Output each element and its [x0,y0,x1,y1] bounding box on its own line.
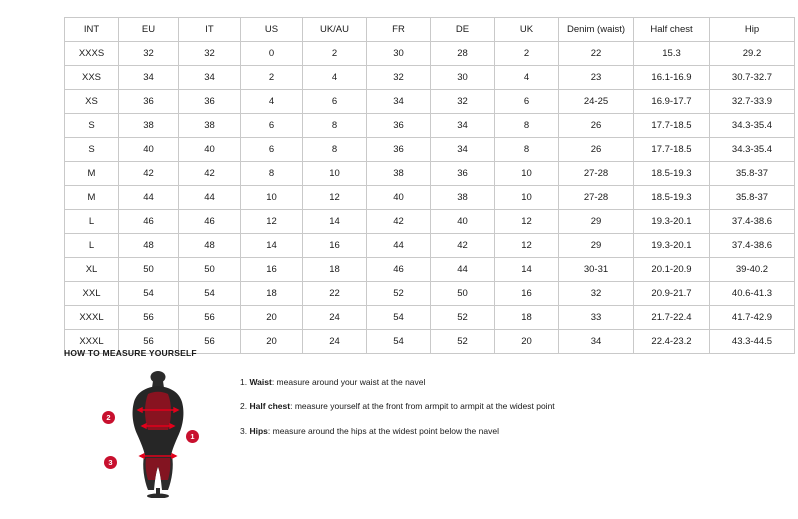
cell-hip: 43.3-44.5 [710,330,795,354]
cell-int: XXXL [65,330,119,354]
column-header: DE [431,18,495,42]
cell-denim: 29 [559,234,634,258]
cell-it: 42 [179,162,241,186]
table-row [65,306,795,330]
cell-de: 52 [431,306,495,330]
cell-denim: 27-28 [559,186,634,210]
cell-ukau: 10 [303,162,367,186]
cell-eu: 42 [119,162,179,186]
cell-denim: 34 [559,330,634,354]
cell-de: 36 [431,162,495,186]
cell-ukau: 4 [303,66,367,90]
cell-eu: 38 [119,114,179,138]
cell-hip: 32.7-33.9 [710,90,795,114]
cell-fr: 54 [367,306,431,330]
cell-halfchest: 19.3-20.1 [634,234,710,258]
cell-denim: 24-25 [559,90,634,114]
cell-it: 48 [179,234,241,258]
cell-halfchest: 16.1-16.9 [634,66,710,90]
cell-int: S [65,138,119,162]
cell-us: 4 [241,90,303,114]
cell-fr: 36 [367,138,431,162]
cell-int: XXXS [65,42,119,66]
cell-halfchest: 17.7-18.5 [634,138,710,162]
instruction-text: : measure yourself at the front from armpit to armpit at the widest point [290,401,555,412]
cell-eu: 48 [119,234,179,258]
cell-int: L [65,234,119,258]
table-row [65,66,795,90]
cell-int: L [65,210,119,234]
cell-eu: 40 [119,138,179,162]
measurement-diagram [102,370,222,500]
cell-eu: 56 [119,330,179,354]
cell-de: 40 [431,210,495,234]
cell-hip: 29.2 [710,42,795,66]
how-to-measure-section [64,348,734,500]
cell-eu: 44 [119,186,179,210]
table-row [65,90,795,114]
table-row [65,162,795,186]
cell-uk: 10 [495,162,559,186]
cell-us: 20 [241,330,303,354]
cell-fr: 36 [367,114,431,138]
cell-us: 8 [241,162,303,186]
cell-ukau: 18 [303,258,367,282]
diagram-badge-half-chest: 2 [102,411,115,424]
cell-denim: 29 [559,210,634,234]
cell-ukau: 8 [303,138,367,162]
cell-eu: 34 [119,66,179,90]
diagram-badge-hips: 3 [104,456,117,469]
cell-us: 10 [241,186,303,210]
cell-de: 30 [431,66,495,90]
cell-us: 6 [241,114,303,138]
cell-de: 52 [431,330,495,354]
cell-ukau: 14 [303,210,367,234]
cell-ukau: 2 [303,42,367,66]
cell-ukau: 24 [303,330,367,354]
cell-halfchest: 17.7-18.5 [634,114,710,138]
instruction-term: Waist [249,377,272,387]
cell-hip: 34.3-35.4 [710,138,795,162]
cell-denim: 23 [559,66,634,90]
cell-denim: 26 [559,114,634,138]
cell-eu: 36 [119,90,179,114]
cell-halfchest: 16.9-17.7 [634,90,710,114]
cell-us: 12 [241,210,303,234]
cell-de: 28 [431,42,495,66]
column-header: EU [119,18,179,42]
diagram-badge-waist: 1 [186,430,199,443]
cell-int: XXXL [65,306,119,330]
size-chart-container [64,17,773,354]
cell-ukau: 12 [303,186,367,210]
cell-it: 44 [179,186,241,210]
cell-int: M [65,186,119,210]
instruction-number: 1. [240,377,248,387]
table-row [65,186,795,210]
cell-uk: 8 [495,114,559,138]
instruction-term: Half chest [249,401,291,412]
instruction-text: : measure around your waist at the navel [271,377,426,387]
cell-halfchest: 18.5-19.3 [634,186,710,210]
cell-fr: 46 [367,258,431,282]
measure-instructions-list [240,377,555,450]
cell-us: 20 [241,306,303,330]
cell-hip: 35.8-37 [710,162,795,186]
cell-uk: 6 [495,90,559,114]
cell-eu: 32 [119,42,179,66]
cell-de: 44 [431,258,495,282]
table-row [65,114,795,138]
cell-it: 32 [179,42,241,66]
cell-hip: 35.8-37 [710,186,795,210]
cell-int: M [65,162,119,186]
cell-uk: 2 [495,42,559,66]
column-header: Half chest [634,18,710,42]
cell-hip: 39-40.2 [710,258,795,282]
cell-uk: 20 [495,330,559,354]
instruction-number: 2. [240,401,248,412]
cell-denim: 27-28 [559,162,634,186]
cell-uk: 18 [495,306,559,330]
cell-eu: 56 [119,306,179,330]
cell-eu: 50 [119,258,179,282]
size-chart-table [64,17,795,354]
cell-de: 38 [431,186,495,210]
cell-denim: 26 [559,138,634,162]
cell-it: 36 [179,90,241,114]
table-row [65,234,795,258]
column-header: Hip [710,18,795,42]
cell-uk: 14 [495,258,559,282]
cell-hip: 34.3-35.4 [710,114,795,138]
cell-hip: 37.4-38.6 [710,234,795,258]
cell-ukau: 16 [303,234,367,258]
column-header: UK [495,18,559,42]
cell-fr: 38 [367,162,431,186]
cell-int: XXL [65,282,119,306]
cell-it: 56 [179,330,241,354]
table-row [65,138,795,162]
cell-hip: 30.7-32.7 [710,66,795,90]
table-row [65,282,795,306]
mannequin-figure-icon [120,370,196,498]
measure-instruction-hips [240,426,555,437]
cell-uk: 10 [495,186,559,210]
measure-instruction-waist [240,377,555,388]
cell-denim: 22 [559,42,634,66]
cell-de: 34 [431,114,495,138]
cell-eu: 54 [119,282,179,306]
instruction-number: 3. [240,425,248,436]
cell-halfchest: 19.3-20.1 [634,210,710,234]
cell-uk: 12 [495,210,559,234]
cell-it: 56 [179,306,241,330]
cell-denim: 30-31 [559,258,634,282]
cell-hip: 40.6-41.3 [710,282,795,306]
cell-hip: 37.4-38.6 [710,210,795,234]
how-to-measure-title: HOW TO MEASURE YOURSELF [64,348,197,358]
table-row [65,210,795,234]
cell-de: 32 [431,90,495,114]
cell-halfchest: 20.1-20.9 [634,258,710,282]
cell-uk: 16 [495,282,559,306]
cell-fr: 40 [367,186,431,210]
cell-halfchest: 20.9-21.7 [634,282,710,306]
cell-denim: 32 [559,282,634,306]
cell-uk: 12 [495,234,559,258]
cell-ukau: 24 [303,306,367,330]
cell-it: 38 [179,114,241,138]
cell-us: 14 [241,234,303,258]
column-header: Denim (waist) [559,18,634,42]
cell-us: 6 [241,138,303,162]
instruction-term: Hips [249,425,268,436]
cell-halfchest: 22.4-23.2 [634,330,710,354]
column-header: FR [367,18,431,42]
instruction-text: : measure around the hips at the widest point below the navel [267,425,499,436]
cell-it: 34 [179,66,241,90]
cell-it: 46 [179,210,241,234]
cell-ukau: 8 [303,114,367,138]
cell-halfchest: 18.5-19.3 [634,162,710,186]
cell-us: 16 [241,258,303,282]
cell-it: 50 [179,258,241,282]
cell-hip: 41.7-42.9 [710,306,795,330]
cell-int: XL [65,258,119,282]
cell-fr: 34 [367,90,431,114]
cell-it: 54 [179,282,241,306]
cell-eu: 46 [119,210,179,234]
cell-int: XXS [65,66,119,90]
cell-fr: 30 [367,42,431,66]
cell-int: S [65,114,119,138]
column-header: IT [179,18,241,42]
column-header: US [241,18,303,42]
cell-us: 2 [241,66,303,90]
cell-it: 40 [179,138,241,162]
cell-denim: 33 [559,306,634,330]
table-row [65,258,795,282]
cell-us: 18 [241,282,303,306]
cell-de: 50 [431,282,495,306]
measure-instruction-half-chest [240,401,555,412]
cell-fr: 42 [367,210,431,234]
cell-fr: 52 [367,282,431,306]
cell-ukau: 6 [303,90,367,114]
cell-halfchest: 15.3 [634,42,710,66]
cell-de: 34 [431,138,495,162]
cell-ukau: 22 [303,282,367,306]
cell-fr: 54 [367,330,431,354]
cell-uk: 4 [495,66,559,90]
cell-uk: 8 [495,138,559,162]
table-row [65,42,795,66]
cell-fr: 44 [367,234,431,258]
cell-us: 0 [241,42,303,66]
column-header: UK/AU [303,18,367,42]
cell-int: XS [65,90,119,114]
cell-fr: 32 [367,66,431,90]
table-header-row [65,18,795,42]
cell-de: 42 [431,234,495,258]
how-to-measure-body [64,368,734,500]
cell-halfchest: 21.7-22.4 [634,306,710,330]
column-header: INT [65,18,119,42]
